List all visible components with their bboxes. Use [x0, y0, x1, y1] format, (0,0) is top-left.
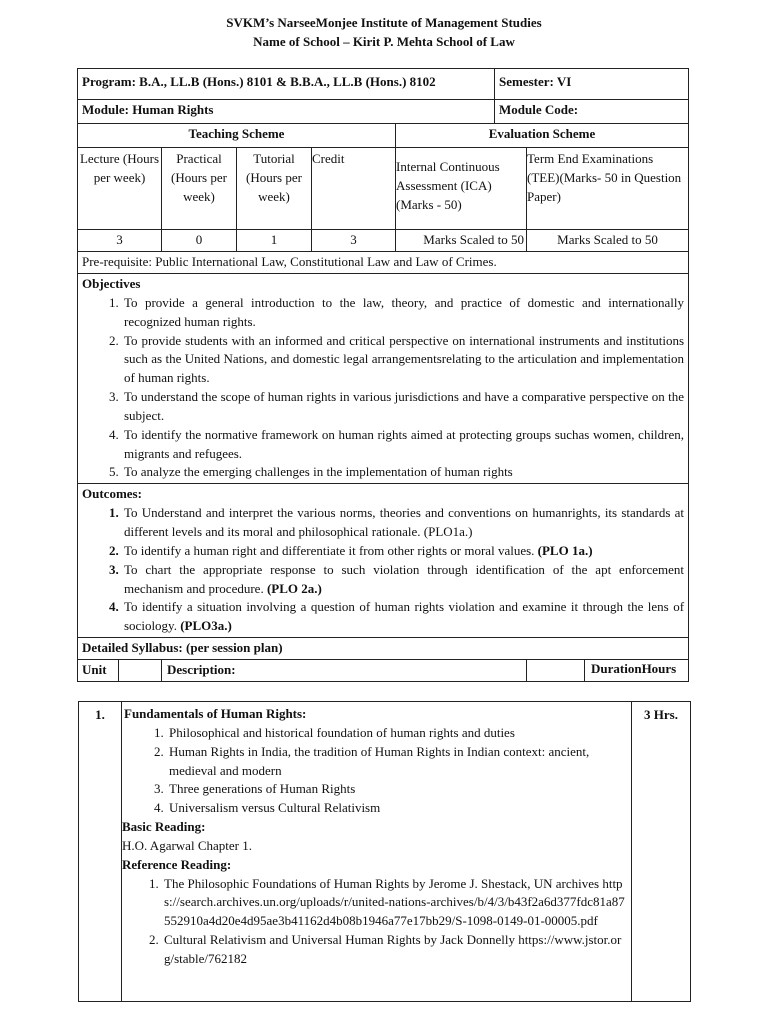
- evaluation-scheme-header: Evaluation Scheme: [396, 124, 689, 148]
- practical-header: Practical (Hours per week): [162, 148, 237, 230]
- topic-item: 2. Human Rights in India, the tradition of Human Rights in Indian context: ancient, medieval and modern: [167, 743, 627, 781]
- prerequisite-cell: [78, 252, 689, 274]
- duration-header-cell: [527, 659, 689, 681]
- lecture-header: Lecture (Hours per week): [78, 148, 162, 230]
- reference-list: [122, 875, 627, 969]
- tee-value: Marks Scaled to 50: [527, 230, 689, 252]
- outcome-plo: (PLO1a.): [423, 523, 473, 539]
- unit-table: [78, 701, 691, 1002]
- objectives-title: Objectives: [82, 276, 141, 291]
- tutorial-value: 1: [237, 230, 312, 252]
- syllabus-title: Detailed Syllabus: (per session plan): [78, 638, 689, 660]
- reference-item: 1. The Philosophic Foundations of Human Rights by Jerome J. Shestack, UN archives https://search.archives.un.org/uploads/r/united-nations-archives/b/4/3/b43f2a6d377fdc81a87552910a4d20e4d95ae3b41162d4b08b1946a77e17bb29/S-1098-0149-01-00005.pdf: [162, 875, 627, 932]
- unit-topics: [122, 724, 627, 818]
- credit-value: 3: [312, 230, 396, 252]
- outcomes-list: [82, 504, 684, 636]
- reference-reading-title: Reference Reading:: [122, 856, 232, 872]
- ica-value: Marks Scaled to 50: [396, 230, 527, 252]
- outcomes-title: Outcomes:: [82, 486, 142, 502]
- objective-item: 5. To analyze the emerging challenges in the implementation of human rights: [122, 463, 684, 482]
- topic-item: 3. Three generations of Human Rights: [167, 780, 627, 799]
- unit-header-label: Unit: [82, 661, 107, 677]
- outcomes-section: [78, 484, 689, 638]
- program-cell: Program: B.A., LL.B (Hons.) 8101 & B.B.A., LL.B (Hons.) 8102: [78, 69, 495, 100]
- module-info-table: [77, 68, 689, 682]
- objective-item: 4. To identify the normative framework on human rights aimed at protecting groups suchas women, children, migrants and refugees.: [122, 426, 684, 464]
- objectives-list: [82, 294, 684, 482]
- topic-item: 1. Philosophical and historical foundation of human rights and duties: [167, 724, 627, 743]
- reference-item: 2. Cultural Relativism and Universal Human Rights by Jack Donnelly https://www.jstor.org/stable/762182: [162, 931, 627, 969]
- unit-description: [122, 702, 632, 1002]
- outcome-plo: (PLO3a.): [180, 618, 232, 634]
- unit-number: 1.: [79, 702, 122, 1002]
- outcome-plo: (PLO 1a.): [537, 542, 593, 558]
- objective-item: 1. To provide a general introduction to the law, theory, and practice of domestic and internationally recognized human rights.: [122, 294, 684, 332]
- outcome-item: [122, 542, 684, 561]
- prerequisite-text: Pre-requisite: Public International Law, Constitutional Law and Law of Crimes.: [82, 254, 497, 269]
- unit-duration: 3 Hrs.: [632, 702, 691, 1002]
- description-header-cell: [162, 659, 527, 681]
- outcome-text: To Understand and interpret the various norms, theories and conventions on humanrights, its standards at different levels and its moral and philosophical rationale.: [124, 505, 685, 539]
- ica-header: Internal Continuous Assessment (ICA) (Marks - 50): [396, 148, 527, 230]
- semester-cell: Semester: VI: [495, 69, 689, 100]
- topic-item: 4. Universalism versus Cultural Relativism: [167, 799, 627, 818]
- basic-reading-title: Basic Reading:: [122, 819, 206, 835]
- outcome-plo: (PLO 2a.): [266, 580, 322, 596]
- duration-header: DurationHours: [584, 659, 676, 682]
- outcome-item: [122, 598, 684, 636]
- unit-title: Fundamentals of Human Rights:: [124, 706, 307, 721]
- teaching-scheme-header: Teaching Scheme: [78, 124, 396, 148]
- reference-reading: [122, 875, 627, 969]
- institute-title: SVKM’s NarseeMonjee Institute of Management Studies: [226, 15, 542, 30]
- school-name: Name of School – Kirit P. Mehta School of Law: [253, 34, 515, 49]
- basic-reading-text: H.O. Agarwal Chapter 1.: [122, 837, 252, 853]
- objective-item: 3. To understand the scope of human rights in various jurisdictions and have a comparative perspective on the subject.: [122, 388, 684, 426]
- module-code-cell: Module Code:: [495, 100, 689, 124]
- outcome-item: [122, 504, 684, 542]
- outcome-text: To identify a situation involving a question of human rights violation and examine it through the lens of sociology.: [124, 599, 685, 634]
- tutorial-header: Tutorial (Hours per week): [237, 148, 312, 230]
- outcome-item: [122, 561, 684, 599]
- objectives-section: [78, 274, 689, 484]
- outcome-text: To chart the appropriate response to such violation through identification of the apt enforcement mechanism and procedure.: [124, 561, 685, 596]
- practical-value: 0: [162, 230, 237, 252]
- description-header: Description:: [118, 660, 526, 681]
- credit-header: Credit: [312, 148, 396, 230]
- lecture-value: 3: [78, 230, 162, 252]
- tee-header: Term End Examinations (TEE)(Marks- 50 in Question Paper): [527, 148, 689, 230]
- outcome-text: To identify a human right and differentiate it from other rights or moral values.: [124, 542, 538, 558]
- module-cell: Module: Human Rights: [78, 100, 495, 124]
- objective-item: 2. To provide students with an informed and critical perspective on international instruments and institutions such as the United Nations, and domestic legal arrangementsrelating to the articulation and implementation of human rights.: [122, 332, 684, 389]
